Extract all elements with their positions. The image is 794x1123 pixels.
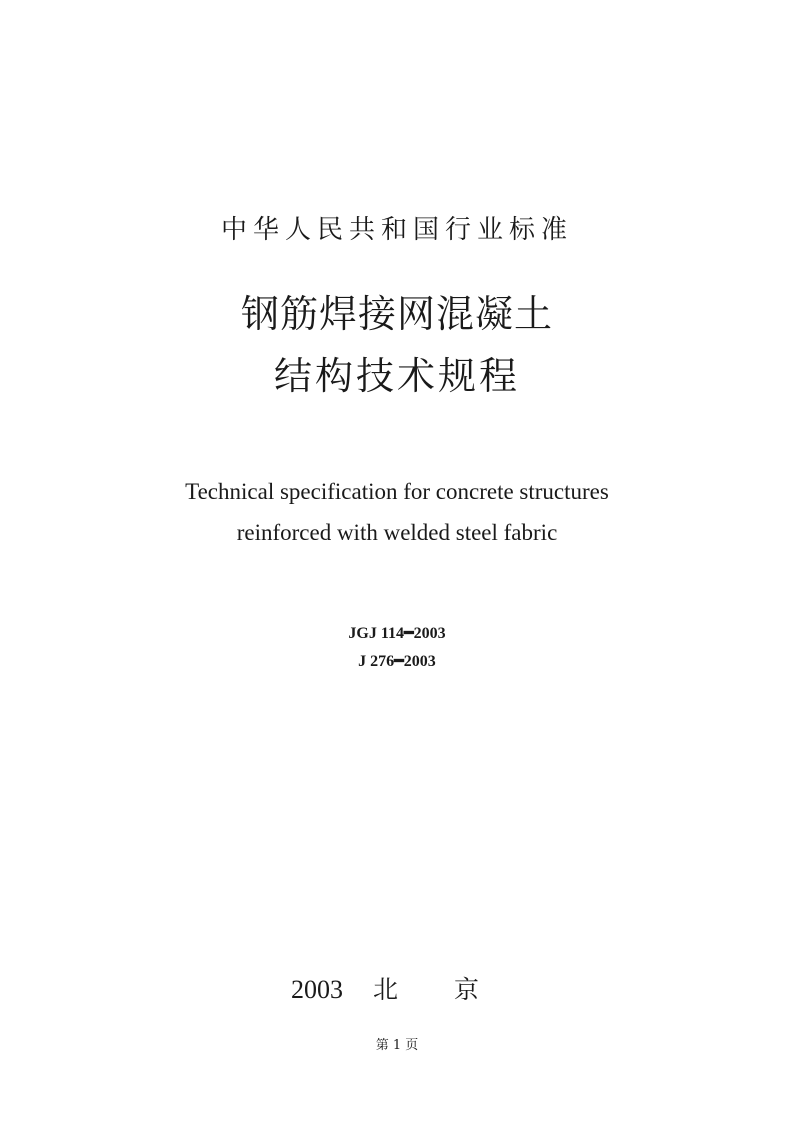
title-line-2: 结构技术规程 bbox=[273, 354, 520, 398]
english-title-line-1: Technical specification for concrete structures bbox=[185, 479, 609, 504]
publication-info bbox=[0, 973, 794, 1007]
english-title-line-2: reinforced with welded steel fabric bbox=[236, 520, 558, 545]
page-number: 第 1 页 bbox=[375, 1038, 419, 1053]
standard-code-jgj: JGJ 114━2003 bbox=[348, 625, 446, 642]
title-line-1: 钢筋焊接网混凝土 bbox=[240, 292, 553, 336]
standard-code-j: J 276━2003 bbox=[358, 653, 436, 670]
publication-city: 北 京 bbox=[373, 975, 503, 1004]
publication-year: 2003 bbox=[291, 975, 344, 1004]
standard-category: 中华人民共和国行业标准 bbox=[220, 215, 573, 245]
